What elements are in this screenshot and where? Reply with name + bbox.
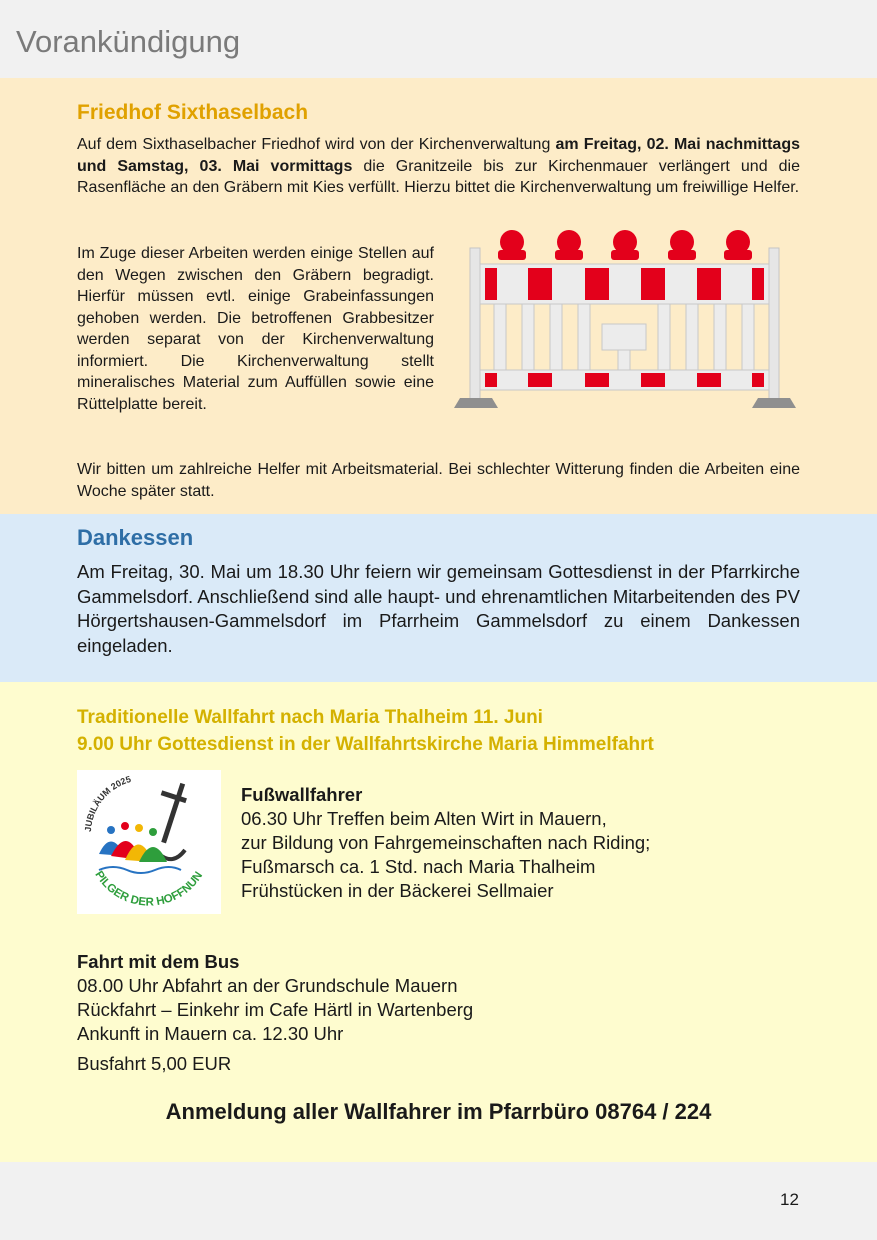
fusswallfahrer-block — [241, 783, 650, 903]
fusswallfahrer-title: Fußwallfahrer — [241, 784, 363, 805]
logo-bottom-text: PILGER DER HOFFNUN — [92, 869, 206, 909]
logo-top-text: JUBILÄUM 2025 — [82, 773, 133, 833]
dankessen-text: Am Freitag, 30. Mai um 18.30 Uhr feiern wir gemeinsam Gottesdienst in der Pfarrkirche Gammelsdorf. Anschließend sind alle haupt- und ehrenamtlichen Mitarbeitenden des PV Hörgertshausen-Gammelsdorf im Pfarrheim Gammelsdorf zu einem Dankessen eingeladen. — [77, 561, 800, 656]
svg-text:PILGER DER HOFFNUNG — [77, 770, 205, 909]
page-number: 12 — [780, 1190, 799, 1209]
fusswallfahrer-line: zur Bildung von Fahrgemeinschaften nach Riding; — [241, 832, 651, 853]
bus-title: Fahrt mit dem Bus — [77, 951, 240, 972]
wallfahrt-title-2: 9.00 Uhr Gottesdienst in der Wallfahrtskirche Maria Himmelfahrt — [77, 734, 654, 755]
bus-line: 08.00 Uhr Abfahrt an der Grundschule Mauern — [77, 975, 458, 996]
page-title: Vorankündigung — [16, 24, 241, 59]
jubilee-2025-logo — [77, 770, 221, 914]
wallfahrt-title-1: Traditionelle Wallfahrt nach Maria Thalheim 11. Juni — [77, 707, 543, 728]
bus-line: Ankunft in Mauern ca. 12.30 Uhr — [77, 1023, 344, 1044]
friedhof-paragraph-3: Wir bitten um zahlreiche Helfer mit Arbeitsmaterial. Bei schlechter Witterung finden die Arbeiten eine Woche später statt. — [77, 461, 800, 500]
page-header — [0, 0, 877, 78]
friedhof-paragraph-2: Im Zuge dieser Arbeiten werden einige Stellen auf den Wegen zwischen den Gräbern begradigt. Hierfür müssen evtl. einige Grabeinfassungen gehoben werden. Die betroffenen Grabbesitzer werden separat von der Kirchenverwaltung informiert. Die Kirchenverwaltung stellt mineralisches Material zum Auffüllen sowie eine Rüttelplatte bereit. — [77, 245, 434, 413]
fusswallfahrer-line: Fußmarsch ca. 1 Std. nach Maria Thalheim — [241, 856, 596, 877]
friedhof-title: Friedhof Sixthaselbach — [77, 101, 309, 124]
bus-price: Busfahrt 5,00 EUR — [77, 1053, 232, 1074]
fusswallfahrer-line: Frühstücken in der Bäckerei Sellmaier — [241, 880, 554, 901]
fusswallfahrer-line: 06.30 Uhr Treffen beim Alten Wirt in Mauern, — [241, 808, 607, 829]
construction-barrier-icon — [452, 228, 797, 412]
dankessen-title: Dankessen — [77, 525, 194, 550]
bus-block — [77, 950, 473, 1046]
friedhof-paragraph-1: Auf dem Sixthaselbacher Friedhof wird von der Kirchenverwaltung am Freitag, 02. Mai nachmittags und Samstag, 03. Mai vormittags die Granitzeile bis zur Kirchenmauer verlängert und die Rasenfläche an den Gräbern mit Kies verfüllt. Hierzu bittet die Kirchenverwaltung um freiwillige Helfer. — [77, 136, 800, 196]
registration-note: Anmeldung aller Wallfahrer im Pfarrbüro 08764 / 224 — [165, 1099, 712, 1124]
bus-line: Rückfahrt – Einkehr im Cafe Härtl in Wartenberg — [77, 999, 474, 1020]
